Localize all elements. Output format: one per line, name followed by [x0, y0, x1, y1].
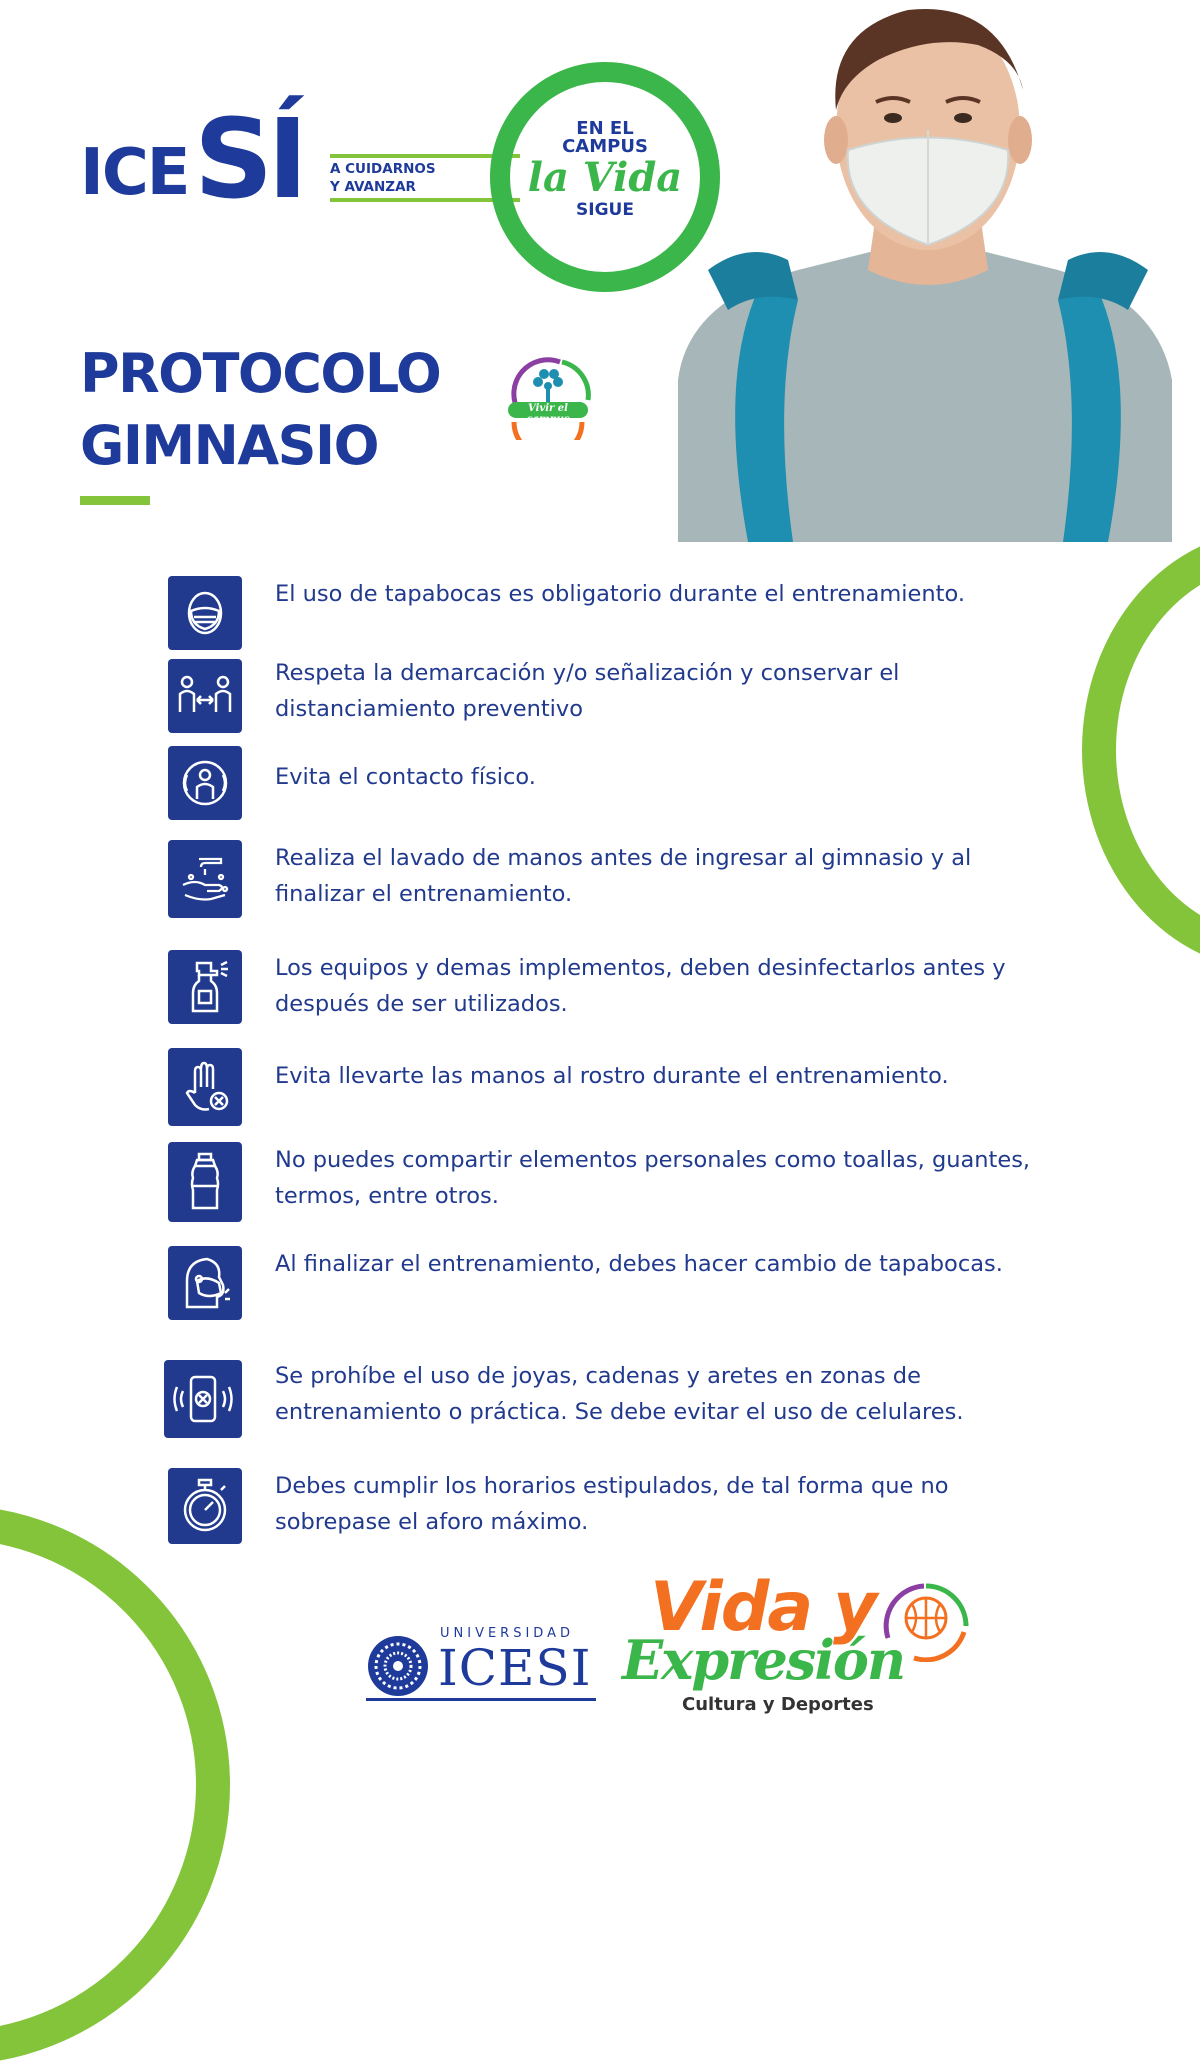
item-text: Evita el contacto físico. — [275, 764, 536, 790]
icesi-universidad: UNIVERSIDAD — [440, 1626, 574, 1641]
badge-line-3: SIGUE — [576, 200, 634, 220]
student-photo — [678, 0, 1172, 542]
change-mask-icon — [168, 1246, 242, 1320]
tagline-line-1: A CUIDARNOS — [330, 161, 436, 177]
water-bottle-icon — [168, 1142, 242, 1222]
title-line-2: GIMNASIO — [80, 414, 379, 477]
tagline-line-2: Y AVANZAR — [330, 179, 416, 195]
badge-line-2: CAMPUS — [562, 136, 648, 157]
vivir-el-campus-logo — [500, 350, 596, 440]
item-text: Debes cumplir los horarios estipulados, de tal forma que no sobrepase el aforo máximo. — [275, 1473, 949, 1535]
no-phone-icon — [164, 1360, 242, 1438]
item-text: Respeta la demarcación y/o señalización y conservar el distanciamiento preventivo — [275, 660, 900, 722]
item-text: No puedes compartir elementos personales como toallas, guantes, termos, entre otros. — [275, 1147, 1031, 1209]
item-text: Realiza el lavado de manos antes de ingresar al gimnasio y al finalizar el entrenamiento. — [275, 845, 972, 907]
spray-bottle-icon — [168, 950, 242, 1024]
stopwatch-icon — [168, 1468, 242, 1544]
badge-script: la Vida — [527, 154, 683, 201]
item-text: El uso de tapabocas es obligatorio durante el entrenamiento. — [275, 581, 965, 607]
hand-washing-icon — [168, 840, 242, 918]
item-text: Se prohíbe el uso de joyas, cadenas y aretes en zonas de entrenamiento o práctica. Se debe evitar el uso de celulares. — [275, 1363, 964, 1425]
icesi-rule — [366, 1698, 596, 1701]
title-underline — [80, 496, 150, 505]
face-mask-icon — [168, 576, 242, 650]
brand-si: SÍ — [194, 95, 303, 223]
vida-title: Vida y — [650, 1568, 876, 1647]
icesi-brand-logo — [80, 96, 450, 226]
page-title — [80, 338, 440, 482]
brand-ice: ICE — [80, 136, 189, 210]
decorative-arc-left — [0, 1505, 230, 2065]
social-distancing-icon — [168, 659, 242, 733]
vivir-logo-text: Vivir el campus — [526, 403, 570, 425]
no-touch-face-icon — [168, 1048, 242, 1126]
icesi-emblem-icon — [366, 1634, 430, 1698]
item-text: Al finalizar el entrenamiento, debes hacer cambio de tapabocas. — [275, 1251, 1003, 1277]
icesi-name: ICESI — [438, 1639, 592, 1697]
item-text: Los equipos y demas implementos, deben desinfectarlos antes y después de ser utilizados. — [275, 955, 1006, 1017]
universidad-icesi-logo — [366, 1622, 598, 1704]
cultura-deportes: Cultura y Deportes — [682, 1694, 874, 1715]
no-contact-icon — [168, 746, 242, 820]
vida-y-expresion-logo — [622, 1570, 982, 1730]
expresion-title: Expresión — [622, 1628, 905, 1692]
badge-line-1: EN EL — [576, 118, 634, 139]
decorative-arc-right — [1082, 530, 1200, 970]
title-line-1: PROTOCOLO — [80, 342, 441, 405]
item-text: Evita llevarte las manos al rostro durante el entrenamiento. — [275, 1063, 949, 1089]
basketball-icon — [874, 1582, 978, 1662]
